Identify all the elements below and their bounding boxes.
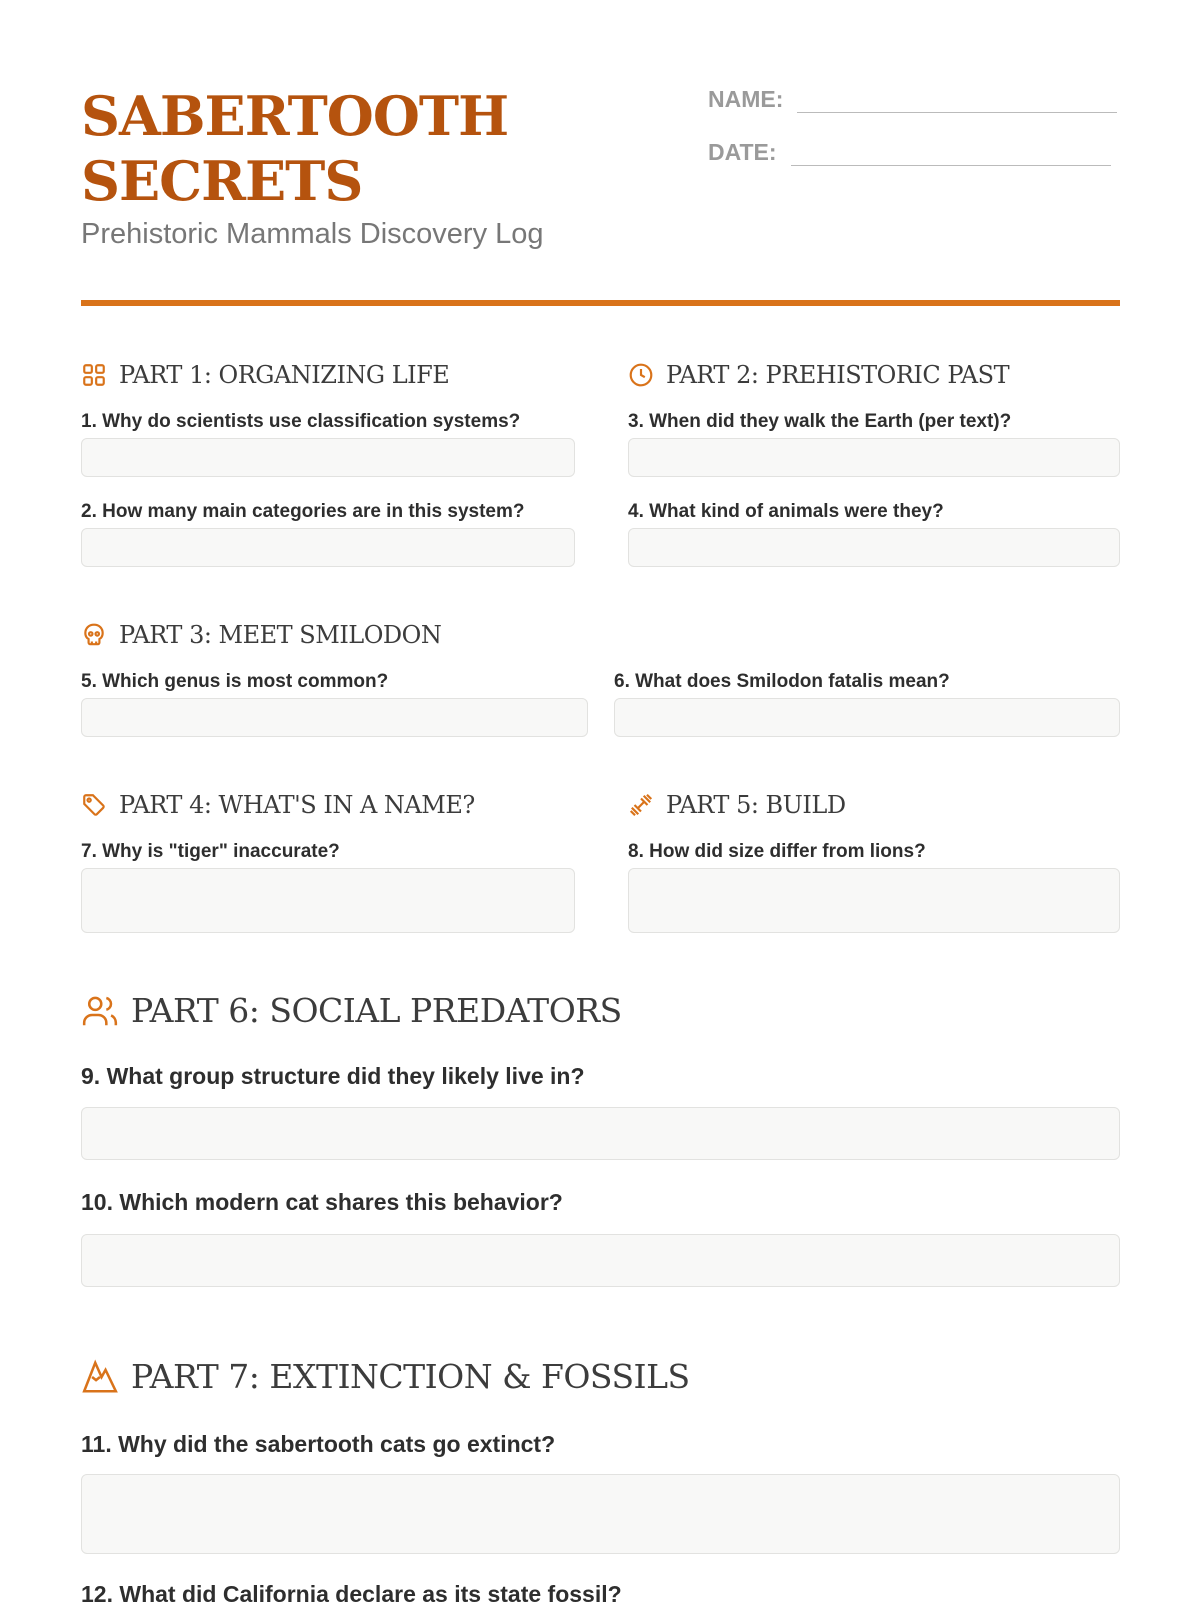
section-part-1-title: PART 1: ORGANIZING LIFE: [119, 361, 450, 389]
dumbbell-icon: [628, 792, 654, 818]
section-part-5-heading: [628, 791, 846, 819]
mountain-icon: [81, 1358, 119, 1396]
question-2: 2. How many main categories are in this system?: [81, 501, 525, 522]
question-10: 10. Which modern cat shares this behavior?: [81, 1189, 563, 1215]
question-11: 11. Why did the sabertooth cats go extinct?: [81, 1431, 556, 1457]
section-part-7-heading: [81, 1357, 690, 1396]
date-label: DATE:: [708, 139, 777, 165]
question-6: 6. What does Smilodon fatalis mean?: [614, 671, 950, 692]
section-part-4-heading: [81, 791, 475, 819]
question-1: 1. Why do scientists use classification systems?: [81, 411, 521, 432]
question-7: 7. Why is "tiger" inaccurate?: [81, 841, 340, 862]
answer-2-input[interactable]: [81, 528, 575, 567]
header-divider: [81, 300, 1120, 306]
answer-11-input[interactable]: [81, 1474, 1120, 1554]
section-part-5-title: PART 5: BUILD: [666, 791, 846, 819]
section-part-6-heading: [81, 991, 622, 1030]
section-part-4-title: PART 4: WHAT'S IN A NAME?: [119, 791, 475, 819]
date-field[interactable]: [708, 139, 1111, 166]
question-8: 8. How did size differ from lions?: [628, 841, 926, 862]
page-subtitle: Prehistoric Mammals Discovery Log: [81, 218, 544, 250]
section-part-1-heading: [81, 361, 449, 389]
name-line[interactable]: [797, 86, 1117, 113]
answer-1-input[interactable]: [81, 438, 575, 477]
question-12: 12. What did California declare as its state fossil?: [81, 1581, 622, 1607]
question-4: 4. What kind of animals were they?: [628, 501, 944, 522]
tag-icon: [81, 792, 107, 818]
skull-icon: [81, 622, 107, 648]
answer-6-input[interactable]: [614, 698, 1120, 737]
answer-3-input[interactable]: [628, 438, 1120, 477]
answer-4-input[interactable]: [628, 528, 1120, 567]
users-icon: [81, 992, 119, 1030]
answer-7-input[interactable]: [81, 868, 575, 933]
question-5: 5. Which genus is most common?: [81, 671, 389, 692]
page-title: SABERTOOTH SECRETS: [81, 84, 509, 213]
section-part-6-title: PART 6: SOCIAL PREDATORS: [131, 991, 622, 1030]
question-9: 9. What group structure did they likely live in?: [81, 1063, 585, 1089]
answer-5-input[interactable]: [81, 698, 588, 737]
answer-8-input[interactable]: [628, 868, 1120, 933]
date-line[interactable]: [791, 139, 1111, 166]
section-part-7-title: PART 7: EXTINCTION & FOSSILS: [131, 1357, 690, 1396]
grid-icon: [81, 362, 107, 388]
clock-icon: [628, 362, 654, 388]
name-label: NAME:: [708, 86, 784, 112]
worksheet-page: [81, 0, 1120, 1607]
answer-9-input[interactable]: [81, 1107, 1120, 1160]
section-part-2-heading: [628, 361, 1009, 389]
answer-10-input[interactable]: [81, 1234, 1120, 1287]
section-part-3-title: PART 3: MEET SMILODON: [119, 621, 442, 649]
section-part-2-title: PART 2: PREHISTORIC PAST: [666, 361, 1010, 389]
name-field[interactable]: [708, 86, 1117, 113]
section-part-3-heading: [81, 621, 441, 649]
question-3: 3. When did they walk the Earth (per text)?: [628, 411, 1012, 432]
